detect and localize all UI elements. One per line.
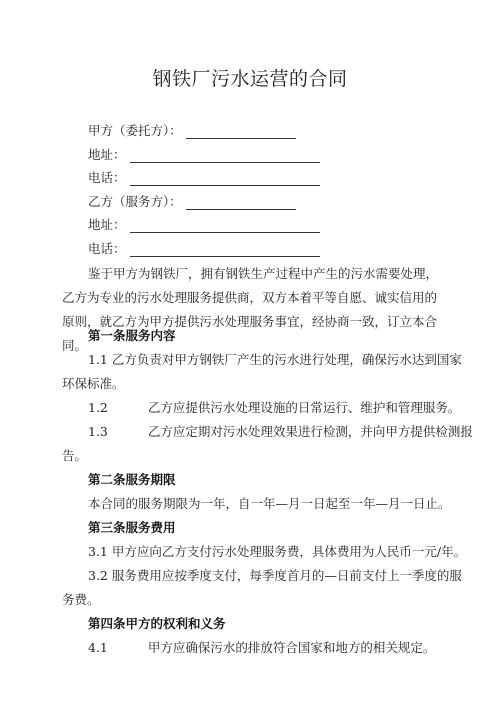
section-2-text: 本合同的服务期限为一年，自一年—月一日起至一年—月一日止。 [88,496,451,511]
party-a-label: 甲方（委托方）： [88,123,182,138]
party-b-address-label: 地址： [88,217,126,232]
clause-1-3-line2: 告。 [62,448,88,463]
clause-3-2-line1: 3.2 服务费用应按季度支付，每季度首月的—日前支付上一季度的服 [88,568,462,583]
clause-1-1-line1: 1.1 乙方负责对甲方钢铁厂产生的污水进行处理，确保污水达到国家 [88,352,462,367]
clause-4-1-text: 甲方应确保污水的排放符合国家和地方的相关规定。 [147,640,436,655]
clause-1-3-number: 1.3 [88,424,108,439]
party-a-phone-label: 电话： [88,170,126,185]
clause-3-1: 3.1 甲方应向乙方支付污水处理服务费，具体费用为人民币一元/年。 [88,544,467,559]
party-a-blank [186,125,296,139]
clause-1-3 [88,424,473,440]
party-b-blank [186,196,296,210]
party-b-address-field [88,217,320,233]
party-a-address-blank [130,149,320,163]
party-a-address-field [88,147,320,163]
party-a-phone-blank [130,172,320,186]
party-b-phone-blank [130,243,320,257]
clause-1-3-text: 乙方应定期对污水处理效果进行检测，并向甲方提供检测报 [147,424,473,439]
clause-1-2 [88,400,460,416]
section-4-heading: 第四条甲方的权利和义务 [88,616,226,631]
clause-1-1-line2: 环保标准。 [62,376,125,391]
clause-1-2-number: 1.2 [88,400,108,415]
intro-paragraph: 鉴于甲方为钢铁厂，拥有钢铁生产过程中产生的污水需要处理，乙方为专业的污水处理服务提供商，双方本着平等自愿、诚实信用的原则，就乙方为甲方提供污水处理服务事宜，经协商一致，订立本合同。 [62,266,439,353]
party-b-label: 乙方（服务方）： [88,194,182,209]
clause-3-2-line2: 务费。 [62,592,100,607]
party-b-phone-field [88,241,320,257]
section-1-heading: 第一条服务内容 [88,328,176,343]
party-a-field [88,123,296,139]
party-a-address-label: 地址： [88,147,126,162]
party-b-phone-label: 电话： [88,241,126,256]
party-a-phone-field [88,170,320,186]
section-2-heading: 第二条服务期限 [88,472,176,487]
clause-4-1-number: 4.1 [88,640,108,655]
clause-1-2-text: 乙方应提供污水处理设施的日常运行、维护和管理服务。 [147,400,461,415]
party-b-address-blank [130,219,320,233]
party-b-field [88,194,296,210]
clause-4-1 [88,640,435,656]
document-title: 钢铁厂污水运营的合同 [152,68,348,90]
section-3-heading: 第三条服务费用 [88,520,176,535]
